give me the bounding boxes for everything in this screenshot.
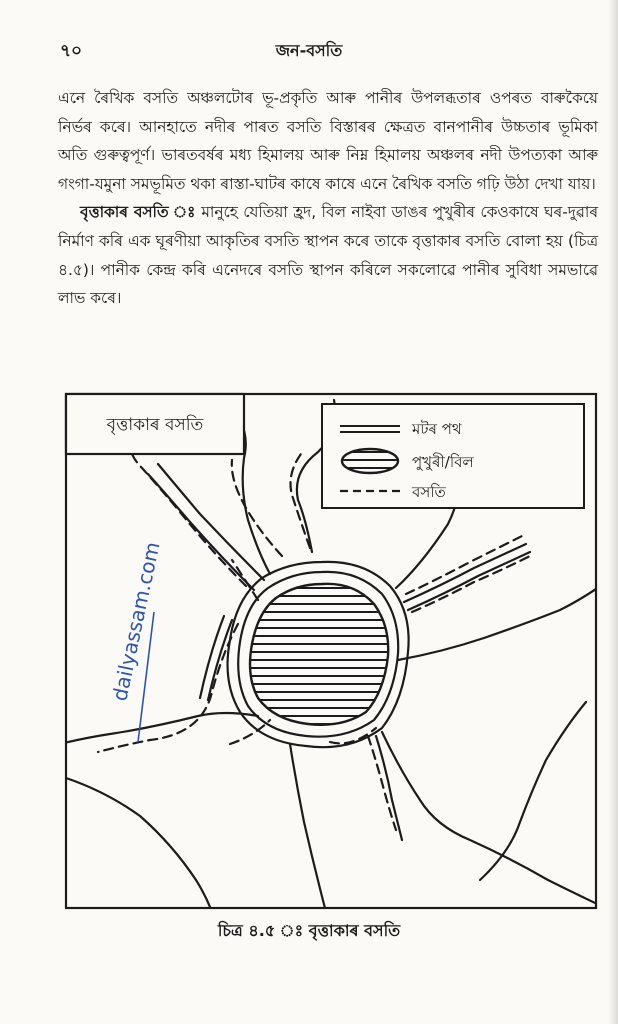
watermark: dailyassam.com [107, 539, 165, 704]
legend-pond-symbol [342, 449, 398, 473]
spine-shadow [608, 0, 618, 1024]
pond-beel [250, 584, 388, 725]
running-head: জন-বসতি [275, 41, 343, 60]
legend-pond-label: পুখুৰী/বিল [412, 453, 474, 471]
page-number: ৭০ [60, 41, 83, 61]
paragraph-text: মানুহে যেতিয়া হ্ৰদ, বিল নাইবা ডাঙৰ পুখুৰীৰ কেওকাষে ঘৰ-দুৱাৰ নিৰ্মাণ কৰি এক ঘূৰণীয়া আকৃতিৰ বসতি স্থাপন কৰে তাকে বৃত্তাকাৰ বসতি বোলা হয় (চিত্ৰ ৪.৫)। পানীক কেন্দ্ৰ কৰি এনেদৰে বসতি স্থাপন কৰিলে সকলোৱে পানীৰ সুবিধা সমভাৱে লাভ কৰে। [58, 203, 598, 308]
term-circular-settlement: বৃত্তাকাৰ বসতি ঃ [80, 203, 196, 222]
legend-settlement-label: বসতি [412, 483, 446, 501]
legend-road-label: মটৰ পথ [412, 420, 462, 438]
figure-title: বৃত্তাকাৰ বসতি [106, 415, 204, 435]
figure-caption: চিত্ৰ ৪.৫ ঃ বৃত্তাকাৰ বসতি [217, 921, 401, 940]
paragraph-linear-settlement: এনে ৰৈখিক বসতি অঞ্চলটোৰ ভূ-প্ৰকৃতি আৰু পানীৰ উপলব্ধতাৰ ওপৰত বাৰুকৈয়ে নিৰ্ভৰ কৰে। আনহাতে নদীৰ পাৰত বসতি বিস্তাৰৰ ক্ষেত্ৰত বানপানীৰ উচ্চতাৰ ভূমিকা অতি গুৰুত্বপূৰ্ণ। ভাৰতবৰ্ষৰ মধ্য হিমালয় আৰু নিম্ন হিমালয় অঞ্চলৰ নদী উপত্যকা আৰু গংগা-যমুনা সমভূমিত থকা ৰাস্তা-ঘাটৰ কাষে কাষে এনে ৰৈখিক বসতি গঢ়ি উঠা দেখা যায়। [58, 89, 598, 193]
